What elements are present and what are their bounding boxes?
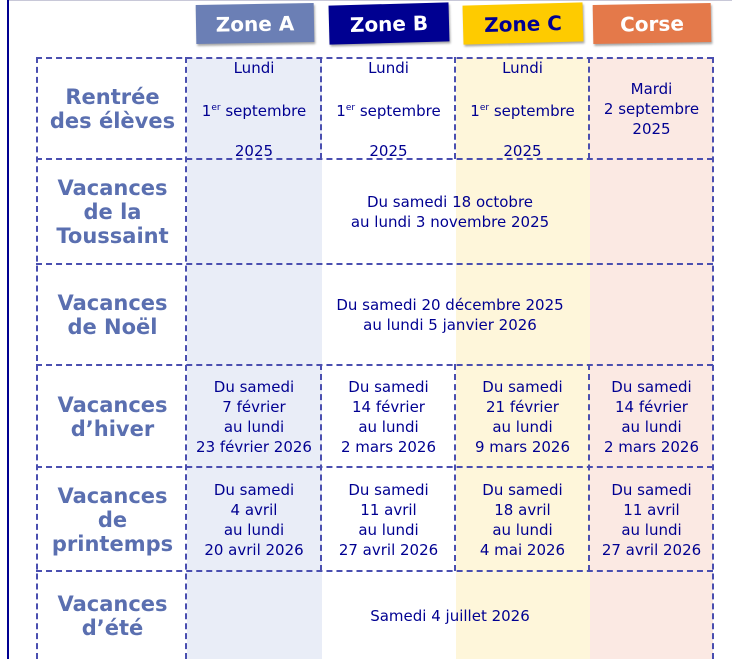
cell-ordinal-suffix: er (345, 102, 356, 113)
zone-c-header: Zone C (463, 2, 584, 44)
cell-hiver-zone-b: Du samedi 14 février au lundi 2 mars 2026 (340, 377, 437, 456)
corse-header: Corse (593, 3, 712, 44)
cell-ordinal: 1 (336, 101, 346, 120)
cell-printemps-zone-b: Du samedi 11 avril au lundi 27 avril 2026 (338, 480, 439, 559)
cell-date (336, 98, 440, 121)
cell-month: septembre (355, 101, 441, 120)
row-label-ete: Vacances d’été (57, 592, 168, 640)
cell-month: septembre (220, 101, 307, 120)
cell-year: 2025 (234, 141, 274, 160)
cell-year: 2025 (369, 141, 408, 160)
row-label-noel: Vacances de Noël (57, 291, 168, 339)
cell-ordinal: 1 (201, 101, 212, 120)
cell-year: 2025 (503, 141, 542, 160)
zone-a-header: Zone A (196, 3, 315, 44)
cell-printemps-corse: Du samedi 11 avril au lundi 27 avril 2026 (601, 480, 702, 559)
left-border-rule (7, 0, 9, 659)
cell-day: Lundi (233, 58, 275, 77)
cell-ordinal: 1 (470, 101, 480, 120)
cell-rentree-corse: Mardi 2 septembre 2025 (603, 80, 700, 138)
cell-hiver-zone-c: Du samedi 21 février au lundi 9 mars 2026 (474, 377, 571, 456)
row-label-printemps: Vacances de printemps (51, 483, 174, 556)
cell-hiver-zone-a: Du samedi 7 février au lundi 23 février 2026 (196, 377, 312, 456)
cell-day: Lundi (368, 58, 409, 77)
grid-line (36, 570, 713, 572)
cell-rentree-zone-a (187, 60, 321, 158)
cell-day: Lundi (502, 58, 543, 77)
cell-month: septembre (489, 101, 575, 120)
cell-ordinal-suffix: er (479, 102, 490, 113)
grid-line (36, 57, 38, 659)
row-label-rentree: Rentrée des élèves (49, 85, 176, 133)
row-label-toussaint: Vacances de la Toussaint (56, 176, 169, 248)
row-label-hiver: Vacances d’hiver (57, 392, 168, 441)
cell-ete-all-zones: Samedi 4 juillet 2026 (370, 607, 530, 625)
zone-b-header: Zone B (329, 2, 450, 44)
cell-toussaint-all-zones: Du samedi 18 octobre au lundi 3 novembre 2025 (350, 193, 550, 231)
cell-ordinal-suffix: er (211, 102, 221, 113)
grid-line (36, 263, 713, 265)
cell-rentree-zone-c (456, 60, 589, 158)
cell-printemps-zone-c: Du samedi 18 avril au lundi 4 mai 2026 (479, 480, 566, 559)
cell-date (470, 98, 574, 121)
top-border-rule (9, 0, 732, 1)
cell-date (202, 98, 306, 121)
cell-hiver-corse: Du samedi 14 février au lundi 2 mars 2026 (603, 377, 700, 456)
grid-line (36, 466, 713, 468)
cell-printemps-zone-a: Du samedi 4 avril au lundi 20 avril 2026 (204, 480, 304, 559)
cell-rentree-zone-b (322, 60, 455, 158)
grid-line (36, 364, 713, 366)
cell-noel-all-zones: Du samedi 20 décembre 2025 au lundi 5 janvier 2026 (336, 296, 564, 334)
